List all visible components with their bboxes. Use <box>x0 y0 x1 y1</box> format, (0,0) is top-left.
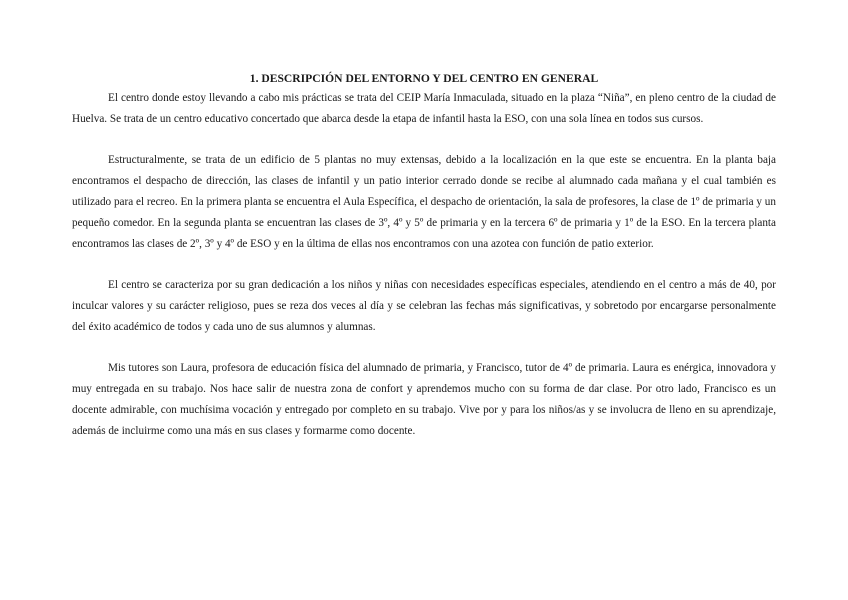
paragraph-centro: El centro donde estoy llevando a cabo mis prácticas se trata del CEIP María Inmaculada, situado en la plaza “Niña”, en pleno centro de la ciudad de Huelva. Se trata de un centro educativo concertado que abarca desde la etapa de infantil hasta la ESO, con una sola línea en todos sus cursos. <box>72 92 776 125</box>
document-body <box>72 70 776 442</box>
paragraph-tutores: Mis tutores son Laura, profesora de educación física del alumnado de primaria, y Francisco, tutor de 4º de primaria. Laura es enérgica, innovadora y muy entregada en su trabajo. Nos hace salir de nuestra zona de confort y aprendemos mucho con su forma de dar clase. Por otro lado, Francisco es un docente admirable, con muchísima vocación y entregado por completo en su trabajo. Vive por y para los niños/as y se involucra de lleno en su aprendizaje, además de incluirme como una más en sus clases y formarme como docente. <box>72 362 776 437</box>
paragraph-spacer <box>72 254 776 275</box>
section-heading: 1. DESCRIPCIÓN DEL ENTORNO Y DEL CENTRO EN GENERAL <box>249 72 599 85</box>
paragraph-spacer <box>72 130 776 151</box>
paragraph-caracteristicas: El centro se caracteriza por su gran dedicación a los niños y niñas con necesidades específicas especiales, atendiendo en el centro a más de 40, por inculcar valores y su carácter religioso, pues se reza dos veces al día y se celebran las fechas más significativas, y sobretodo por encargarse personalmente del éxito académico de todos y cada uno de sus alumnos y alumnas. <box>72 279 776 333</box>
paragraph-estructura: Estructuralmente, se trata de un edificio de 5 plantas no muy extensas, debido a la localización en la que este se encuentra. En la planta baja encontramos el despacho de dirección, las clases de infantil y un patio interior cerrado donde se recibe al alumnado cada mañana y el cual también es utilizado para el recreo. En la primera planta se encuentra el Aula Específica, el despacho de orientación, la sala de profesores, la clase de 1º de primaria y un pequeño comedor. En la segunda planta se encuentran las clases de 3º, 4º y 5º de primaria y en la tercera 6º de primaria y 1º de la ESO. En la tercera planta encontramos las clases de 2º, 3º y 4º de ESO y en la última de ellas nos encontramos con una azotea con función de patio exterior. <box>72 154 776 250</box>
paragraph-spacer <box>72 338 776 359</box>
